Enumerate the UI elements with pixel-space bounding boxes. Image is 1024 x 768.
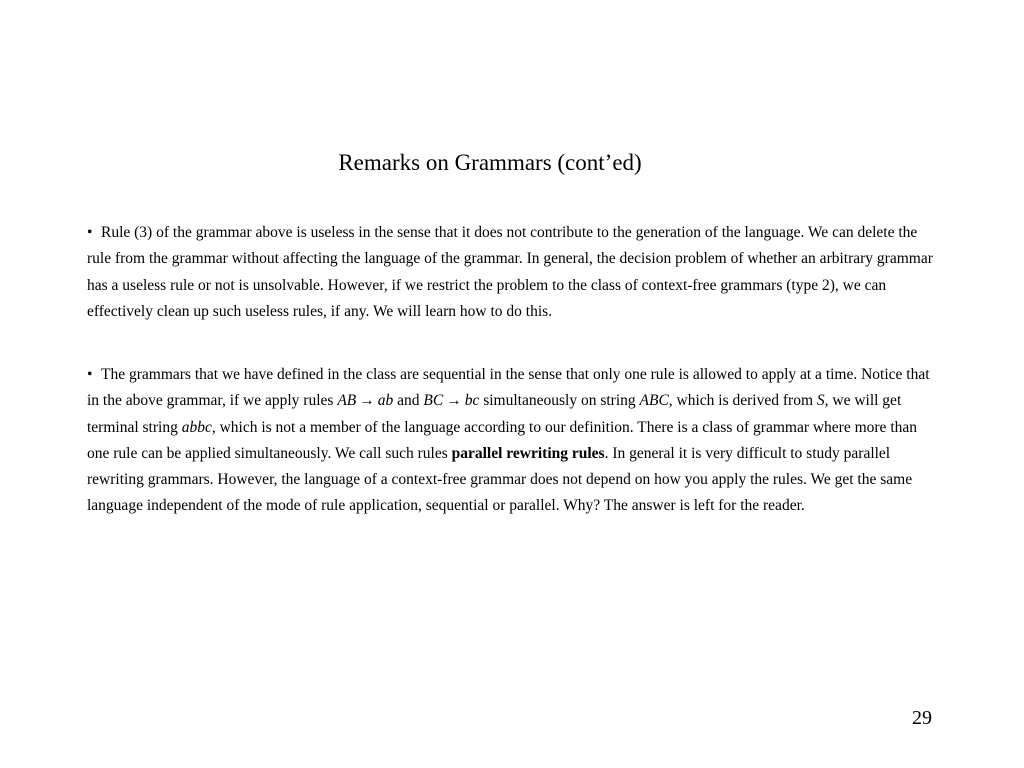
start-symbol: S <box>816 392 825 410</box>
rule1-lhs: AB <box>337 392 357 410</box>
arrow-icon: → <box>446 392 462 410</box>
paragraph-useless-rules <box>87 220 943 325</box>
paragraph2-text-6: , which is not a member of the language according to our definition. There is a class of grammar where more than one rule can be applied simultaneously. We call such rules <box>87 418 918 462</box>
rule1-rhs: ab <box>377 392 394 410</box>
paragraph2-text-5: , we will get terminal string <box>87 392 902 436</box>
slide-title: Remarks on Grammars (cont’ed) <box>338 150 642 175</box>
paragraph2-text-3: simultaneously on string <box>479 392 640 410</box>
bold-term: parallel rewriting rules <box>451 444 605 462</box>
paragraph1-text: Rule (3) of the grammar above is useless in the sense that it does not contribute to the generation of the language. We can delete the rule from the grammar without affecting the language of the grammar. In general, the decision problem of whether an arbitrary grammar has a useless rule or not is unsolvable. However, if we restrict the problem to the class of context-free grammars (type 2), we can effectively clean up such useless rules, if any. We will learn how to do this. <box>87 224 933 320</box>
bullet-icon: • <box>87 224 93 241</box>
paragraph2-text-1: The grammars that we have defined in the class are sequential in the sense that only one rule is allowed to apply at a time. Notice that in the above grammar, if we apply rules <box>87 366 930 410</box>
bullet-icon: • <box>87 366 93 383</box>
string-abbc: abbc <box>181 418 212 436</box>
rule2-rhs: bc <box>464 392 480 410</box>
paragraph2-text-2: and <box>393 392 424 410</box>
paragraph-parallel-rules <box>87 362 943 520</box>
string-abc: ABC <box>639 392 669 410</box>
paragraph2-text-7: . In general it is very difficult to study parallel rewriting grammars. However, the language of a context-free grammar does not depend on how you apply the rules. We get the same language independent of the mode of rule application, sequential or parallel. Why? The answer is left for the reader. <box>87 444 913 515</box>
paragraph2-text-4: , which is derived from <box>668 392 817 410</box>
arrow-icon: → <box>359 392 375 410</box>
page-number: 29 <box>912 707 932 729</box>
rule2-lhs: BC <box>423 392 444 410</box>
